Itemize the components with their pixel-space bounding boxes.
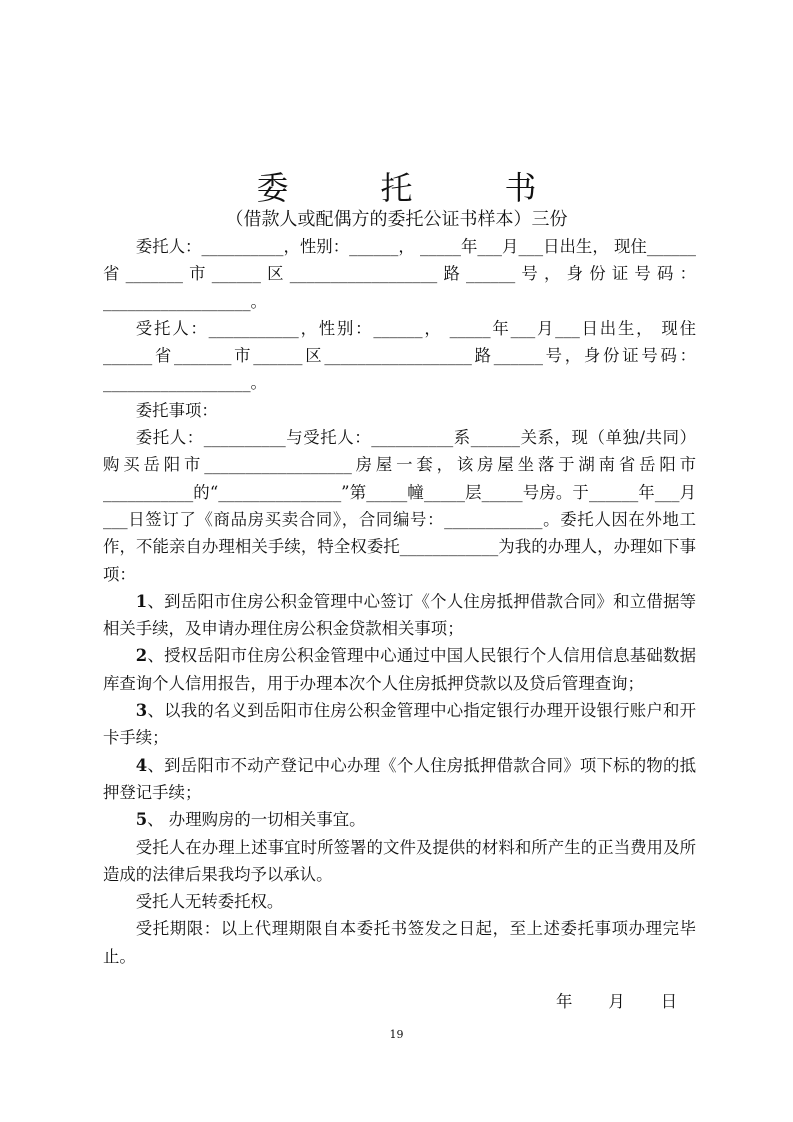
item-number: 4 [135, 755, 148, 775]
paragraph [103, 233, 696, 315]
item-number: 2 [135, 646, 148, 666]
paragraph [103, 752, 696, 807]
paragraph-text: 受托人无转委托权。 [135, 892, 284, 912]
paragraph [103, 588, 696, 643]
title-char-2: 托 [380, 169, 413, 207]
paragraph [103, 315, 696, 397]
paragraph-text: 委托人：__________，性别：______， _____年___月___日出生， 现住______省_______市______区__________________路______号，身份证号码：__________________。 [103, 237, 696, 311]
paragraph-text: 受托期限：以上代理期限自本委托书签发之日起，至上述委托事项办理完毕止。 [103, 919, 696, 966]
item-number: 1 [135, 591, 148, 611]
paragraph-text: 委托人：__________与受托人：__________系______关系，现（单独/共同）购买岳阳市__________________房屋一套，该房屋坐落于湖南省岳阳市___________的“_______________”第_____幢_____层_____号房。于______年___月___日签订了《商品房买卖合同》，合同编号：____________。委托人因在外地工作，不能亲自办理相关手续，特全权委托____________为我的办理人，办理如下事项： [103, 428, 696, 584]
paragraph [103, 697, 696, 752]
item-number: 3 [135, 701, 148, 721]
paragraph-text: 受托人：___________，性别：______， _____年___月___日出生， 现住______省_______市______区__________________路______号，身份证号码：__________________。 [103, 318, 696, 393]
date-year-label: 年 [556, 992, 573, 1011]
page-number: 19 [389, 1028, 404, 1041]
paragraph [103, 915, 696, 970]
signature-date [556, 990, 677, 1014]
paragraph-text: 委托事项： [135, 400, 218, 420]
paragraph [103, 424, 696, 588]
date-day-label: 日 [660, 992, 678, 1011]
paragraph-text: 、到岳阳市不动产登记中心办理《个人住房抵押借款合同》项下标的物的抵押登记手续； [103, 755, 696, 802]
paragraph-text: 、授权岳阳市住房公积金管理中心通过中国人民银行个人信用信息基础数据库查询个人信用报告，用于办理本次个人住房抵押贷款以及贷后管理查询； [103, 646, 696, 693]
title-char-3: 书 [504, 169, 537, 207]
paragraph [103, 834, 696, 889]
title-char-1: 委 [256, 169, 289, 207]
paragraph-text: 、到岳阳市住房公积金管理中心签订《个人住房抵押借款合同》和立借据等相关手续，及申请办理住房公积金贷款相关事项； [103, 591, 696, 639]
date-month-label: 月 [608, 992, 625, 1011]
document-subtitle: （借款人或配偶方的委托公证书样本）三份 [225, 209, 568, 230]
paragraph [103, 888, 696, 915]
paragraph [103, 642, 696, 697]
paragraph-text: 受托人在办理上述事宜时所签署的文件及提供的材料和所产生的正当费用及所造成的法律后果我均予以承认。 [103, 837, 696, 884]
document-body [103, 233, 696, 970]
paragraph-text: 、以我的名义到岳阳市住房公积金管理中心指定银行办理开设银行账户和开卡手续； [103, 701, 696, 748]
item-number: 5 [135, 810, 148, 830]
paragraph [103, 397, 696, 424]
paragraph [103, 806, 696, 833]
document-title [0, 168, 793, 208]
paragraph-text: 、 办理购房的一切相关事宜。 [147, 810, 366, 830]
